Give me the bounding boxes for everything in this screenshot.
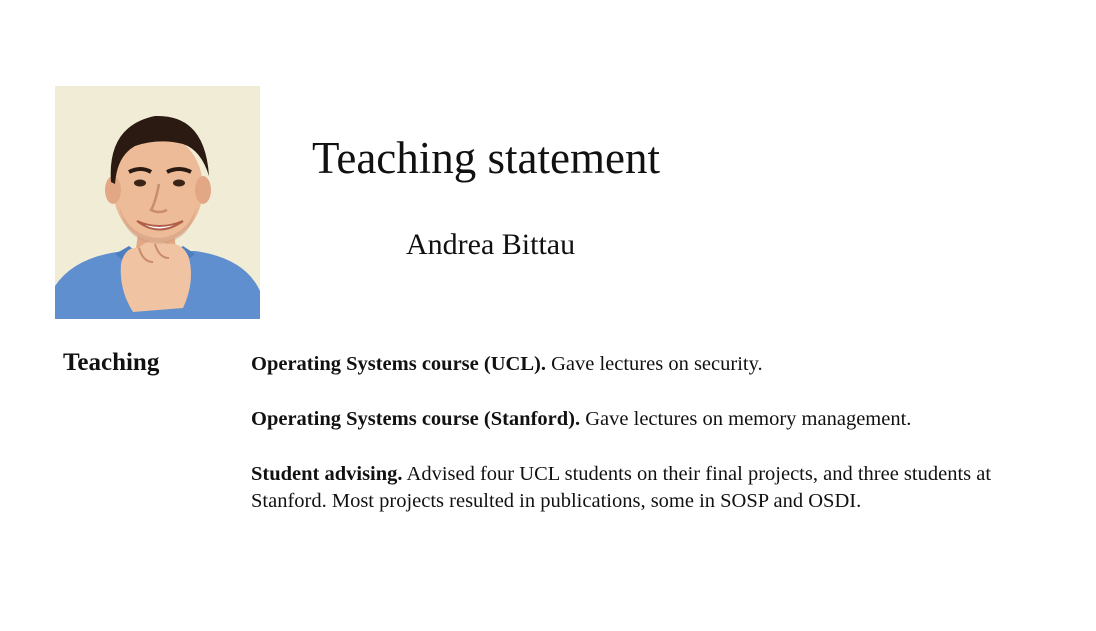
entry-os-course-stanford — [251, 406, 1071, 433]
entry-title: Operating Systems course (Stanford). — [251, 408, 581, 430]
page-title: Teaching statement — [312, 133, 660, 183]
author-name: Andrea Bittau — [406, 228, 576, 261]
teaching-entries — [251, 351, 1071, 543]
entry-text: Gave lectures on memory management. — [585, 408, 912, 430]
entry-title: Student advising. — [251, 463, 403, 485]
entry-title: Operating Systems course (UCL). — [251, 353, 546, 375]
author-photo — [55, 86, 260, 319]
entry-student-advising — [251, 461, 1071, 515]
entry-text: Advised four UCL students on their final projects, and three students at Stanford. Most projects resulted in publications, some in SOSP and OSDI. — [251, 463, 992, 512]
section-heading-teaching: Teaching — [63, 349, 160, 376]
entry-text: Gave lectures on security. — [551, 353, 763, 375]
entry-os-course-ucl — [251, 351, 1071, 378]
